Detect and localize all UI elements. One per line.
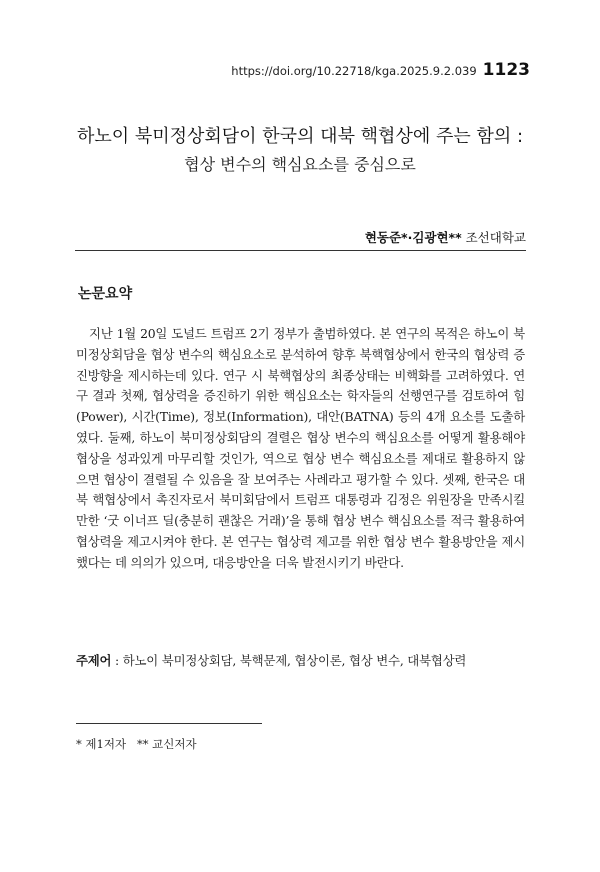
keywords-line xyxy=(76,651,528,669)
footnote-corresponding-author: ** 교신저자 xyxy=(137,737,197,751)
title-divider xyxy=(75,250,526,251)
paper-subtitle: 협상 변수의 핵심요소를 중심으로 xyxy=(184,155,416,174)
page-number: 1123 xyxy=(482,60,530,80)
paper-title: 하노이 북미정상회담이 한국의 대북 핵협상에 주는 함의 : xyxy=(76,126,524,147)
author-line xyxy=(365,228,526,246)
abstract-heading: 논문요약 xyxy=(78,286,133,302)
keywords-label: 주제어 xyxy=(76,653,112,668)
abstract-body: 지난 1월 20일 도널드 트럼프 2기 정부가 출범하였다. 본 연구의 목적은 하노이 북미정상회담을 협상 변수의 핵심요소로 분석하여 향후 북핵협상에서 한국의 협상력 증진방향을 제시하는데 있다. 연구 시 북핵협상의 최종상태는 비핵화를 고려하였다. 연구 결과 첫째, 협상력을 증진하기 위한 핵심요소는 학자들의 선행연구를 검토하여 힘(Power), 시간(Time), 정보(Information), 대안(BATNA) 등의 4개 요소를 도출하였다. 둘째, 하노이 북미정상회담의 결렬은 협상 변수의 핵심요소를 어떻게 활용해야 협상을 성과있게 마무리할 것인가, 역으로 협상 변수 핵심요소를 제대로 활용하지 않으면 협상이 결렬될 수 있음을 잘 보여주는 사례라고 평가할 수 있다. 셋째, 한국은 대북 핵협상에서 촉진자로서 북미회담에서 트럼프 대통령과 김정은 위원장을 만족시킬 만한 ‘굿 이너프 딜(충분히 괜찮은 거래)’을 통해 협상 변수 핵심요소를 적극 활용하여 협상력을 제고시켜야 한다. 본 연구는 협상력 제고를 위한 협상 변수 활용방안을 제시했다는 데 의의가 있으며, 대응방안을 더욱 발전시키기 바란다. xyxy=(76,326,525,570)
footnote-divider xyxy=(76,723,262,724)
doi-link[interactable]: https://doi.org/10.22718/kga.2025.9.2.039 xyxy=(231,64,477,78)
author-affiliation: 조선대학교 xyxy=(465,230,526,245)
page-header xyxy=(231,60,530,80)
author-names: 현동준*·김광현** xyxy=(364,230,462,245)
footnote xyxy=(76,736,197,752)
keywords-list: 하노이 북미정상회담, 북핵문제, 협상이론, 협상 변수, 대북협상력 xyxy=(122,653,467,668)
keywords-separator: : xyxy=(111,653,123,668)
footnote-first-author: * 제1저자 xyxy=(76,737,127,751)
